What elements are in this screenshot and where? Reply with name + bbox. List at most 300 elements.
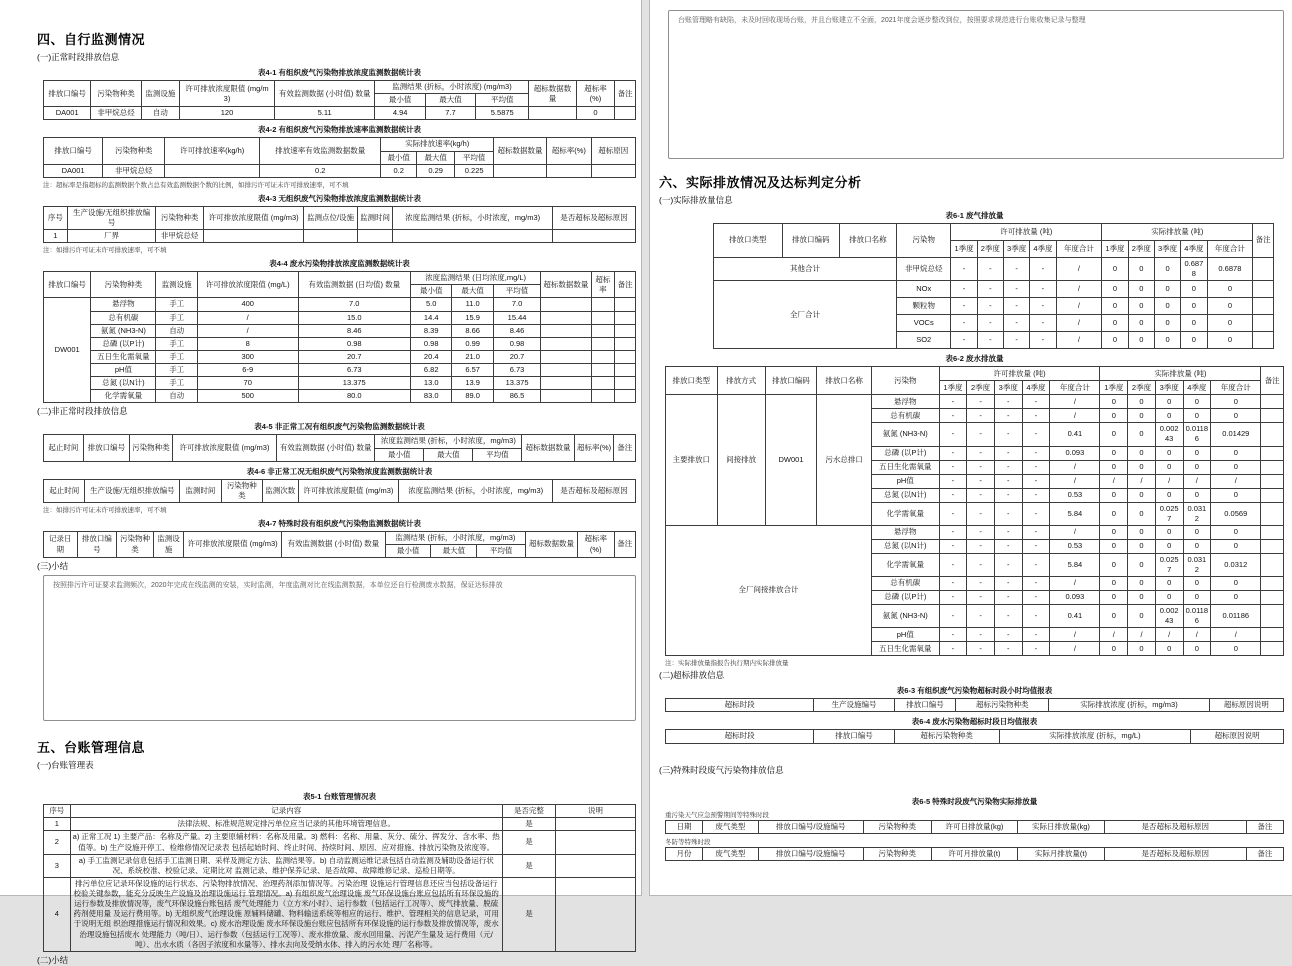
table-6-5-monthly-label: 冬防等特殊时段 [665,838,711,846]
table-cell: 污染物种类 [117,531,154,557]
table-cell: 是 [502,818,555,831]
table-row [666,525,1284,539]
table-cell: 2季度 [1128,241,1154,258]
table-cell: 污染物种类 [103,138,165,164]
table-cell: - [1022,553,1050,576]
table-cell: 0 [1102,332,1128,349]
table-cell: 86.5 [493,390,540,403]
table-cell: 0 [1155,409,1183,423]
table-cell: 0 [1155,591,1183,605]
table-cell: - [994,539,1022,553]
table-cell [1261,553,1284,576]
table-cell [615,107,636,120]
table-cell: 0 [1128,591,1156,605]
table-cell [1253,298,1274,315]
table-cell: / [1128,628,1156,642]
table-cell [1253,281,1274,298]
table-cell: 0.01186 [1211,605,1261,628]
table-cell: pH值 [871,628,939,642]
table-cell: 6.73 [298,364,410,377]
table-cell [1253,258,1274,281]
table-cell: - [939,525,967,539]
table-cell: 许可日排放量(kg) [931,820,1018,833]
table-cell: DW001 [44,298,91,403]
table-cell [1261,460,1284,474]
table-cell: 平均值 [477,545,526,558]
table-cell: 0 [1102,281,1128,298]
table-cell: 是否超标及超标原因 [1104,820,1246,833]
table-cell: 生产设施/无组织排放编号 [67,206,156,229]
table-cell: 污染物种类 [129,435,172,461]
table-cell: 0 [1102,258,1128,281]
table-cell: 是 [502,831,555,854]
note-permit-2: 注：如排污许可证未许可排放速率，可不填 [43,506,167,514]
table-cell [541,364,591,377]
table-cell: 厂界 [67,230,156,243]
section-4-subsection-3: (三)小结 [37,561,69,572]
note-exceedance-rate: 注：超标率是指超标的监测数据个数占总有效监测数据个数的比例，如排污许可证未许可排放速率，可不填 [43,181,349,189]
table-cell: 超标原因说明 [1191,730,1284,743]
table-cell: - [967,446,995,460]
table-cell: 是 [502,854,555,877]
table-row [44,831,636,854]
table-cell [615,350,636,363]
table-row [714,281,1274,298]
table-cell [591,350,615,363]
table-cell: 0.0257 [1155,553,1183,576]
table-cell: 年度合计 [1207,241,1253,258]
table-cell: 是否完整 [502,805,555,818]
table-cell: 0 [1100,395,1128,409]
table-cell: 0 [1183,409,1211,423]
table-cell: 0 [1100,446,1128,460]
table-cell: 悬浮物 [871,525,939,539]
table-cell: 备注 [1246,847,1283,860]
table-cell [1261,446,1284,460]
table-cell: 0 [1181,332,1207,349]
table-cell: 实际排放量 (吨) [1100,367,1261,381]
table-cell: - [994,409,1022,423]
table-cell: 20.4 [411,350,452,363]
table-cell: 0.6878 [1207,258,1253,281]
table-cell: 超标率(%) [577,531,614,557]
table-cell: 有效监测数据 (日均值) 数量 [298,272,410,298]
table-cell: 5.11 [274,107,375,120]
table-cell: 备注 [615,272,636,298]
table-6-5-monthly [665,847,1284,861]
table-cell [615,324,636,337]
table-cell: 污染物 [897,224,951,258]
table-row [44,164,636,177]
table-cell: - [977,332,1003,349]
table-cell: 15.44 [493,311,540,324]
table-cell: 最大值 [424,448,473,461]
table-cell: 实际排放量 (吨) [1102,224,1253,241]
table-cell: 排放口类型 [666,367,718,395]
table-cell: - [939,395,967,409]
table-cell: 2季度 [967,381,995,395]
table-cell: 监测结果 (折标，小时浓度) (mg/m3) [375,81,529,94]
table-6-1-wrapper [713,223,1274,349]
table-cell: 0 [1128,446,1156,460]
table-cell: 实际排放速率(kg/h) [381,138,493,151]
table-cell: / [197,311,298,324]
table-cell: 2季度 [977,241,1003,258]
table-cell: 4季度 [1022,381,1050,395]
table-cell: - [939,577,967,591]
table-cell [1261,591,1284,605]
table-cell: 0 [1181,298,1207,315]
table-cell: - [967,628,995,642]
table-4-4-caption: 表4-4 废水污染物排放浓度监测数据统计表 [269,259,410,269]
table-cell [615,337,636,350]
table-6-5-daily-label: 重污染天气应急预警期间等特殊时段 [665,811,769,819]
table-4-7 [43,531,636,558]
table-cell: - [977,258,1003,281]
table-6-3-caption: 表6-3 有组织废气污染物超标时段小时均值报表 [896,686,1053,696]
table-cell: 总有机碳 [91,311,156,324]
table-cell: 0.093 [1050,591,1100,605]
table-cell: 五日生化需氧量 [871,642,939,656]
table-cell: 实际月排放量(t) [1018,847,1105,860]
table-cell: / [1100,474,1128,488]
table-cell: 1季度 [939,381,967,395]
table-cell [1261,642,1284,656]
table-cell: - [1003,332,1029,349]
table-cell: 0 [1211,642,1261,656]
table-cell: 0 [1128,298,1154,315]
table-cell: - [967,642,995,656]
table-cell: - [967,525,995,539]
table-4-2-caption: 表4-2 有组织废气污染物排放速率监测数据统计表 [258,125,421,135]
table-cell: 总氮 (以N计) [871,539,939,553]
table-row [44,377,636,390]
table-cell: / [1056,258,1102,281]
table-cell: SO2 [897,332,951,349]
table-cell: 总磷 (以P计) [871,446,939,460]
table-cell: - [1030,258,1056,281]
table-cell: 0 [1181,315,1207,332]
table-cell: - [994,488,1022,502]
table-cell: 0 [1100,642,1128,656]
table-cell: 83.0 [411,390,452,403]
table-cell: 4 [44,877,71,951]
table-cell: 0 [1211,409,1261,423]
table-row [44,324,636,337]
table-cell: - [967,591,995,605]
table-cell: 0 [1100,553,1128,576]
table-cell [615,311,636,324]
table-cell [541,337,591,350]
table-cell: - [951,281,977,298]
table-cell: 排放口名称 [839,224,896,258]
table-cell: 许可排放浓度限值 (mg/m3) [203,206,304,229]
table-cell: 4季度 [1030,241,1056,258]
table-cell: 排放口编号 [44,138,103,164]
table-cell: - [1022,591,1050,605]
table-cell [541,324,591,337]
table-cell: 0 [1155,395,1183,409]
table-cell: - [1022,502,1050,525]
table-cell: 0.98 [493,337,540,350]
table-cell [529,107,576,120]
table-6-3 [665,698,1284,712]
table-cell: 6-9 [197,364,298,377]
table-cell: 3季度 [1154,241,1180,258]
table-cell: 超标数据数量 [529,81,576,107]
table-cell: 日期 [666,820,703,833]
table-cell: 3 [44,854,71,877]
table-cell: 0 [1128,642,1156,656]
table-cell: 0 [1211,460,1261,474]
table-cell: 非甲烷总烃 [91,107,141,120]
table-cell: 排放口编号 [44,81,91,107]
table-cell: 五日生化需氧量 [871,460,939,474]
table-cell: / [1183,474,1211,488]
table-6-5-caption: 表6-5 特殊时段废气污染物实际排放量 [911,796,1038,806]
table-cell: 起止时间 [44,479,85,502]
table-cell: 20.7 [298,350,410,363]
table-6-2-caption: 表6-2 废水排放量 [945,354,1004,364]
table-cell: - [939,446,967,460]
table-cell: 总氮 (以N计) [871,488,939,502]
table-cell: a) 正常工况 1) 主要产品：名称及产量。2) 主要原辅材料：名称及用量。3) 燃料：名称、用量、灰分、硫分、挥发分、含水率、热值等。b) 生产设施开停工、检维修情况记录表 包括起始时间、终止时间、持续时间、原因、应对措施、排放污染物及浓度等。 [70,831,502,854]
table-cell: pH值 [871,474,939,488]
table-row [44,531,636,544]
table-cell: 0 [1100,605,1128,628]
table-cell: - [977,298,1003,315]
table-cell: 2季度 [1128,381,1156,395]
table-cell: 废气类型 [703,847,759,860]
table-cell: - [977,281,1003,298]
table-cell: 起止时间 [44,435,84,461]
table-cell [541,298,591,311]
table-6-5-daily [665,820,1284,834]
table-cell: 备注 [1246,820,1283,833]
table-cell: - [1030,281,1056,298]
table-cell: 6.57 [452,364,493,377]
table-cell: - [967,423,995,446]
table-cell: - [967,553,995,576]
table-cell: 0.98 [298,337,410,350]
table-cell: 8.46 [298,324,410,337]
table-cell: 监测结果 (折标，小时浓度，mg/m3) [385,531,525,544]
table-cell: 7.7 [425,107,475,120]
table-cell [165,164,260,177]
table-cell: 8.39 [411,324,452,337]
table-cell: 0.093 [1050,446,1100,460]
table-5-1 [43,804,636,952]
table-cell: 污染物种类 [91,272,156,298]
table-cell: - [967,488,995,502]
table-cell: 超标数据数量 [526,531,578,557]
table-row [44,138,636,151]
table-cell: 0 [1102,298,1128,315]
table-cell: / [1155,628,1183,642]
table-cell: 全厂间接排放合计 [666,525,872,656]
table-cell: 记录日期 [44,531,78,557]
table-cell: 最大值 [431,545,477,558]
table-cell [1253,332,1274,349]
table-cell: DA001 [44,164,103,177]
table-cell: - [1022,446,1050,460]
table-cell: 备注 [614,531,635,557]
table-cell: - [1030,298,1056,315]
table-cell: 许可排放速率(kg/h) [165,138,260,164]
table-cell: 0 [1102,315,1128,332]
table-cell: - [1003,258,1029,281]
table-cell: 自动 [141,107,179,120]
table-cell: 排放口编号 [814,730,894,743]
table-row [44,877,636,951]
table-cell: 排放口编码 [765,367,817,395]
table-cell: 最小值 [375,448,424,461]
table-cell [1261,423,1284,446]
table-cell: 0.01429 [1211,423,1261,446]
table-cell: - [951,298,977,315]
table-cell: 排放口编号 [83,435,129,461]
table-cell: - [1003,281,1029,298]
table-cell: 3季度 [1155,381,1183,395]
table-cell: 5.84 [1050,553,1100,576]
table-cell: 超标数据数量 [541,272,591,298]
table-cell: - [967,474,995,488]
table-4-7-caption: 表4-7 特殊时段有组织废气污染物监测数据统计表 [258,518,421,528]
table-cell: 0.41 [1050,605,1100,628]
table-6-4 [665,729,1284,743]
table-cell: 4季度 [1183,381,1211,395]
table-cell: 超标原因说明 [1209,699,1283,712]
table-row [44,81,636,94]
table-cell: 0.6878 [1181,258,1207,281]
table-cell: / [1050,628,1100,642]
table-cell: 0.01186 [1183,605,1211,628]
table-cell: - [1022,423,1050,446]
table-cell: 总磷 (以P计) [871,591,939,605]
table-cell: 排放方式 [717,367,765,395]
table-cell: - [939,502,967,525]
table-cell: 污水总排口 [817,395,872,526]
table-cell: 手工 [156,337,197,350]
table-cell: 实际日排放量(kg) [1018,820,1105,833]
table-cell [1261,605,1284,628]
table-cell: 超标时段 [666,699,814,712]
table-cell: / [1056,298,1102,315]
table-cell [357,230,393,243]
table-cell: 月份 [666,847,703,860]
table-cell: 0.53 [1050,488,1100,502]
table-cell [556,877,636,951]
table-cell: 间接排放 [717,395,765,526]
table-cell: 80.0 [298,390,410,403]
table-cell: 许可排放量 (吨) [951,224,1102,241]
table-row [714,258,1274,281]
table-cell [591,364,615,377]
table-cell: 许可排放浓度限值 (mg/L) [197,272,298,298]
table-cell: - [939,605,967,628]
table-cell [556,854,636,877]
table-cell: 0 [1183,577,1211,591]
table-cell: 许可排放浓度限值 (mg/m3) [184,531,282,557]
table-cell: - [939,409,967,423]
table-cell: 5.0 [411,298,452,311]
table-cell: 0 [1100,577,1128,591]
table-cell: 7.0 [298,298,410,311]
table-cell: 0 [1211,446,1261,460]
table-cell: - [1022,395,1050,409]
table-cell: - [939,423,967,446]
table-cell: 0 [1128,488,1156,502]
table-cell: 总有机碳 [871,409,939,423]
table-cell: 超标数据数量 [493,138,546,164]
table-cell: 0 [1128,577,1156,591]
table-cell: 污染物种类 [156,206,203,229]
table-cell: - [1022,460,1050,474]
table-row [666,699,1284,712]
table-cell: - [1022,577,1050,591]
table-cell: 0.2 [260,164,381,177]
table-cell: 0 [1183,460,1211,474]
table-cell: 0 [1207,281,1253,298]
table-row [666,367,1284,381]
table-cell: 0 [1128,258,1154,281]
table-row [44,818,636,831]
table-cell: 悬浮物 [91,298,156,311]
table-cell: 0 [1128,409,1156,423]
table-cell [591,390,615,403]
table-cell: 非甲烷总烃 [156,230,203,243]
table-cell: - [1022,605,1050,628]
table-cell [1261,577,1284,591]
table-cell: / [197,324,298,337]
table-cell: 化学需氧量 [91,390,156,403]
table-row [44,805,636,818]
table-cell: 许可排放浓度限值 (mg/m3) [298,479,399,502]
table-cell: 0 [1183,642,1211,656]
table-cell: 7.0 [493,298,540,311]
section-4-subsection-1: (一)正常时段排放信息 [37,52,120,62]
table-cell: - [1030,332,1056,349]
section-4-subsection-2: (二)非正常时段排放信息 [37,406,128,417]
table-cell: 监测设施 [141,81,179,107]
table-cell: - [967,395,995,409]
table-cell: 氨氮 (NH3-N) [91,324,156,337]
table-cell: - [994,553,1022,576]
table-row [44,107,636,120]
table-cell: 14.4 [411,311,452,324]
table-cell: - [939,474,967,488]
table-cell: - [939,539,967,553]
table-cell: - [939,488,967,502]
table-cell: 生产设施/无组织排放编号 [85,479,180,502]
table-cell: - [994,591,1022,605]
table-cell: 0.225 [455,164,493,177]
table-cell: 平均值 [455,151,493,164]
table-cell: 0 [1211,577,1261,591]
table-cell: 监测次数 [263,479,299,502]
table-cell: 手工 [156,311,197,324]
table-cell [1261,628,1284,642]
table-cell: 6.73 [493,364,540,377]
table-row [44,364,636,377]
table-cell: 超标率(%) [576,81,614,107]
table-cell [1261,395,1284,409]
table-cell: 是否超标及超标原因 [553,206,636,229]
table-cell: 排放口编号 [44,272,91,298]
table-cell: 备注 [1253,224,1274,258]
table-cell [615,298,636,311]
table-cell: - [1022,525,1050,539]
